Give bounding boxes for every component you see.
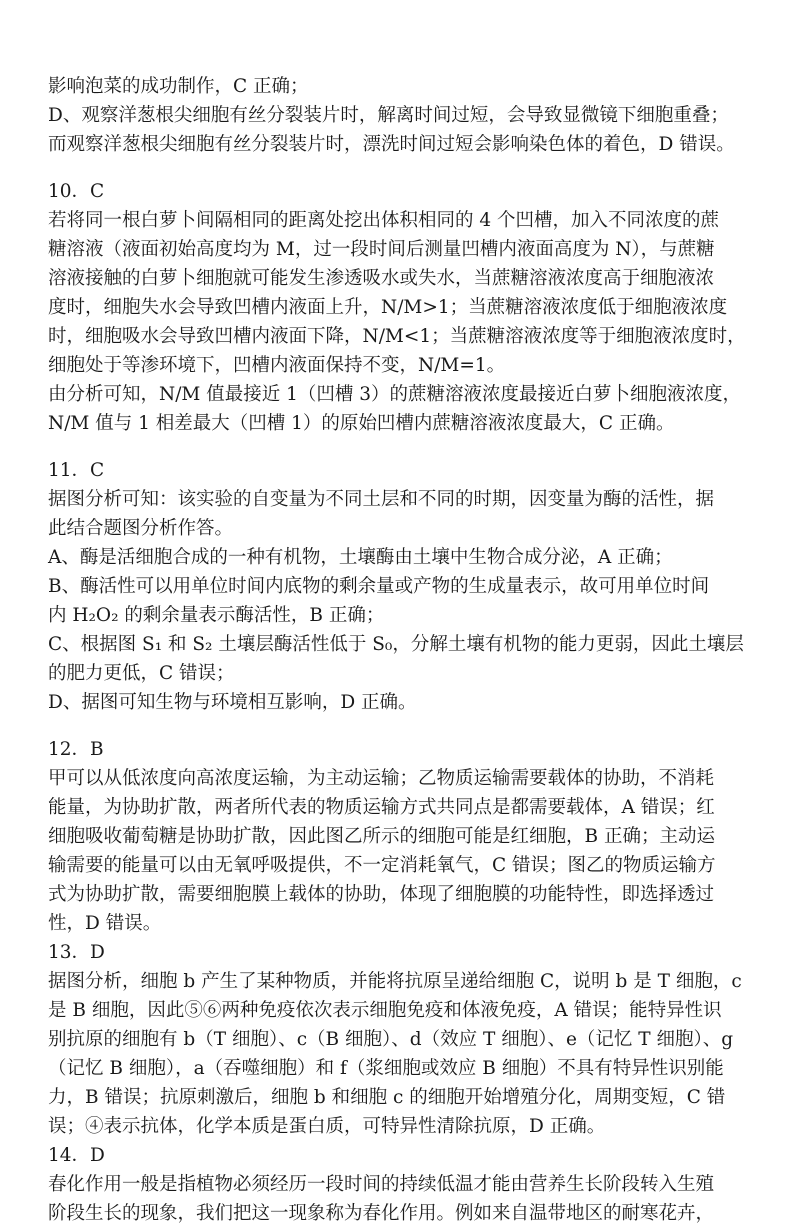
answer-number: 13．D [48, 942, 105, 963]
text-line: 据图分析可知：该实验的自变量为不同土层和不同的时期，因变量为酶的活性，据 [48, 489, 715, 510]
text-line: 性，D 错误。 [48, 913, 162, 934]
document-page [48, 72, 776, 1228]
text-line: 时，细胞吸水会导致凹槽内液面下降，N/M<1；当蔗糖溶液浓度等于细胞液浓度时， [48, 326, 746, 347]
answer-number: 12．B [48, 739, 104, 760]
text-line: D、据图可知生物与环境相互影响，D 正确。 [48, 692, 417, 713]
text-line: 误；④表示抗体，化学本质是蛋白质，可特异性清除抗原，D 正确。 [48, 1116, 606, 1137]
answer-number: 10．C [48, 181, 105, 202]
text-line: 能量，为协助扩散，两者所代表的物质运输方式共同点是都需要载体，A 错误；红 [48, 797, 715, 818]
text-line: 由分析可知，N/M 值最接近 1（凹槽 3）的蔗糖溶液浓度最接近白萝卜细胞液浓度， [48, 384, 742, 405]
text-line: 据图分析，细胞 b 产生了某种物质，并能将抗原呈递给细胞 C，说明 b 是 T 细胞，c [48, 971, 742, 992]
answer-14 [48, 1141, 776, 1228]
text-line: 内 H₂O₂ 的剩余量表示酶活性，B 正确； [48, 605, 385, 626]
answer-number: 14．D [48, 1145, 105, 1166]
text-line: 细胞吸收葡萄糖是协助扩散，因此图乙所示的细胞可能是红细胞，B 正确；主动运 [48, 826, 715, 847]
text-line: 别抗原的细胞有 b（T 细胞）、c（B 细胞）、d（效应 T 细胞）、e（记忆 T 细胞）、g [48, 1029, 734, 1050]
text-line: 式为协助扩散，需要细胞膜上载体的协助，体现了细胞膜的功能特性，即选择透过 [48, 884, 715, 905]
answer-10 [48, 177, 776, 438]
text-line: 力，B 错误；抗原刺激后，细胞 b 和细胞 c 的细胞开始增殖分化，周期变短，C 错 [48, 1087, 726, 1108]
text-line: 影响泡菜的成功制作，C 正确； [48, 76, 309, 97]
text-line: 甲可以从低浓度向高浓度运输，为主动运输；乙物质运输需要载体的协助，不消耗 [48, 768, 715, 789]
text-line: （记忆 B 细胞），a（吞噬细胞）和 f（浆细胞或效应 B 细胞）不具有特异性识别能 [48, 1058, 724, 1079]
answer-number: 11．C [48, 460, 105, 481]
text-line: 细胞处于等渗环境下，凹槽内液面保持不变，N/M=1。 [48, 355, 506, 376]
text-line: 而观察洋葱根尖细胞有丝分裂装片时，漂洗时间过短会影响染色体的着色，D 错误。 [48, 134, 735, 155]
answer-12 [48, 735, 776, 938]
text-line: A、酶是活细胞合成的一种有机物，土壤酶由土壤中生物合成分泌，A 正确； [48, 547, 673, 568]
text-line: 若将同一根白萝卜间隔相同的距离处挖出体积相同的 4 个凹槽，加入不同浓度的蔗 [48, 210, 720, 231]
intro-section [48, 72, 776, 159]
answer-13 [48, 938, 776, 1141]
text-line: 阶段生长的现象，我们把这一现象称为春化作用。例如来自温带地区的耐寒花卉， [48, 1203, 715, 1224]
text-line: 此结合题图分析作答。 [48, 518, 234, 539]
answer-11 [48, 456, 776, 717]
text-line: 是 B 细胞，因此⑤⑥两种免疫依次表示细胞免疫和体液免疫，A 错误；能特异性识 [48, 1000, 722, 1021]
text-line: 溶液接触的白萝卜细胞就可能发生渗透吸水或失水，当蔗糖溶液浓度高于细胞液浓 [48, 268, 715, 289]
text-line: 输需要的能量可以由无氧呼吸提供，不一定消耗氧气，C 错误；图乙的物质运输方 [48, 855, 716, 876]
text-line: 糖溶液（液面初始高度均为 M，过一段时间后测量凹槽内液面高度为 N），与蔗糖 [48, 239, 715, 260]
text-line: C、根据图 S₁ 和 S₂ 土壤层酶活性低于 S₀，分解土壤有机物的能力更弱，因此土壤层 [48, 634, 744, 655]
text-line: B、酶活性可以用单位时间内底物的剩余量或产物的生成量表示，故可用单位时间 [48, 576, 710, 597]
text-line: N/M 值与 1 相差最大（凹槽 1）的原始凹槽内蔗糖溶液浓度最大，C 正确。 [48, 413, 675, 434]
text-line: 的肥力更低，C 错误； [48, 663, 235, 684]
text-line: D、观察洋葱根尖细胞有丝分裂装片时，解离时间过短，会导致显微镜下细胞重叠； [48, 105, 729, 126]
text-line: 度时，细胞失水会导致凹槽内液面上升，N/M>1；当蔗糖溶液浓度低于细胞液浓度 [48, 297, 728, 318]
text-line: 春化作用一般是指植物必须经历一段时间的持续低温才能由营养生长阶段转入生殖 [48, 1174, 715, 1195]
